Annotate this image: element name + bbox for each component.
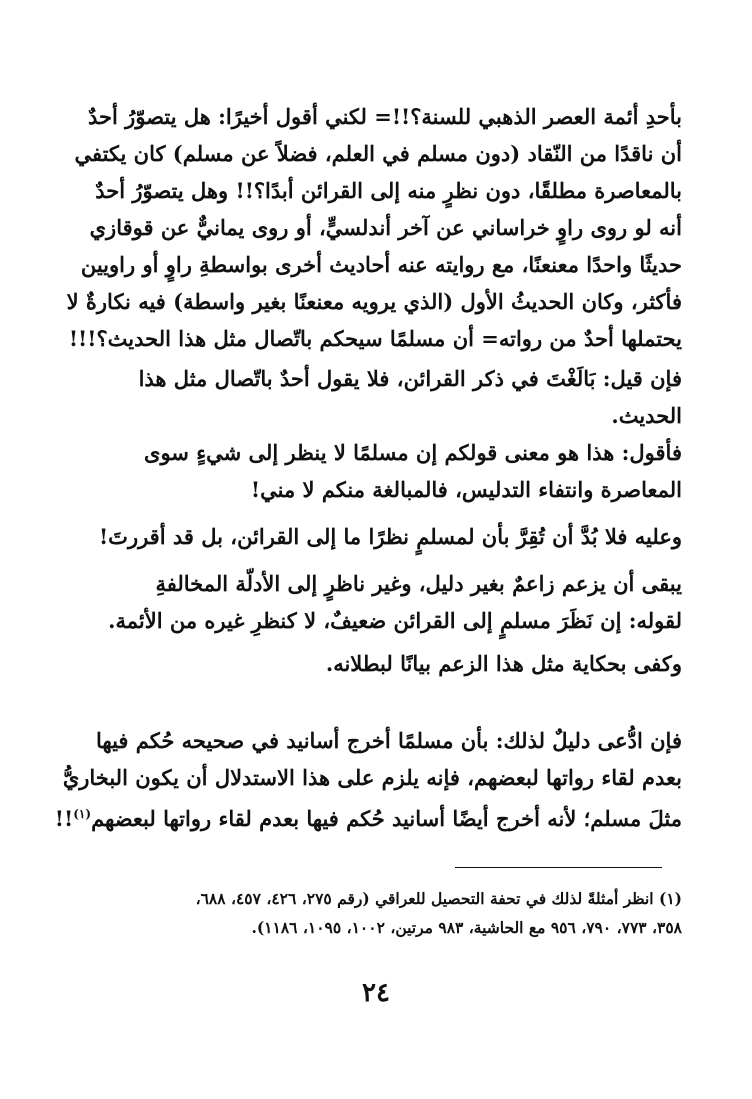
paragraph-argument [66,98,682,357]
paragraph-remaining-claim [70,565,682,639]
closing-punctuation: !! [54,806,74,831]
text-line-with-footnote [54,796,682,837]
text-line: أن ناقدًا من النّقاد (دون مسلم في العلم، فضلاً عن مسلم) كان يكتفي [74,141,682,166]
footnote-line: (١) انظر أمثلةً لذلك في تحفة التحصيل للعراقي (رقم ٢٧٥، ٤٢٦، ٤٥٧، ٦٨٨، [195,889,682,908]
footnote [70,884,682,942]
page-number: ٢٤ [362,978,390,1008]
text-line: وعليه فلا بُدَّ أن تُقِرَّ بأن لمسلمٍ نظرًا ما إلى القرائن، بل قد أقررتَ! [98,524,682,549]
paragraph-reply [70,434,682,508]
text-line: وكفى بحكاية مثل هذا الزعم بيانًا لبطلانه. [325,651,682,676]
footnote-line: ٣٥٨، ٧٧٣، ٧٩٠، ٩٥٦ مع الحاشية، ٩٨٣ مرتين، ١٠٠٢، ١٠٩٥، ١١٨٦). [251,918,682,937]
paragraph-refutation [70,645,682,682]
text-line: الحديث. [611,403,682,428]
text-line: لقوله: إن نَظَرَ مسلمٍ إلى القرائن ضعيفٌ، لا كنظرِ غيره من الأئمة. [108,608,682,633]
text-line: فأقول: هذا هو معنى قولكم إن مسلمًا لا ينظر إلى شيءٍ سوى [144,440,682,465]
paragraph-evidence-claim [54,722,682,837]
text-line: بعدم لقاء رواتها لبعضهم، فإنه يلزم على هذا الاستدلال أن يكون البخاريُّ [62,765,682,790]
footnote-marker[interactable]: (١) [73,807,92,821]
text-line: المعاصرة وانتفاء التدليس، فالمبالغة منكم لا مني! [250,477,682,502]
text-line: فإن قيل: بَالَغْتَ في ذكر القرائن، فلا يقول أحدٌ باتّصال مثل هذا [138,366,682,391]
text-line: حديثًا واحدًا معنعنًا، مع روايته عنه أحاديث أخرى بواسطةِ راوٍ أو راويين [80,252,682,277]
text-line: فأكثر، وكان الحديثُ الأول (الذي يرويه معنعنًا بغير واسطة) فيه نكارةٌ لا [66,289,682,314]
text-line: بأحدِ أئمة العصر الذهبي للسنة؟!!= لكني أقول أخيرًا: هل يتصوّرُ أحدٌ [88,104,682,129]
text-line: يحتملها أحدٌ من رواته= أن مسلمًا سيحكم باتّصال مثل هذا الحديث؟!!! [68,326,682,351]
paragraph-conclusion [70,518,682,555]
paragraph-objection [70,360,682,434]
text-line: بالمعاصرة مطلقًا، دون نظرٍ منه إلى القرائن أبدًا؟!! وهل يتصوّرُ أحدٌ [95,178,682,203]
text-line: فإن ادُّعى دليلٌ لذلك: بأن مسلمًا أخرج أسانيد في صحيحه حُكم فيها [96,728,682,753]
text-line: يبقى أن يزعم زاعمٌ بغير دليل، وغير ناظرٍ إلى الأدلّة المخالفةِ [155,571,682,596]
text-line: أنه لو روى راوٍ خراساني عن آخر أندلسيٍّ، أو روى يمانيٌّ عن قوقازي [89,215,682,240]
text-segment: مثلَ مسلم؛ لأنه أخرج أيضًا أسانيد حُكم فيها بعدم لقاء رواتها لبعضهم [91,806,682,831]
footnote-separator [455,867,662,868]
